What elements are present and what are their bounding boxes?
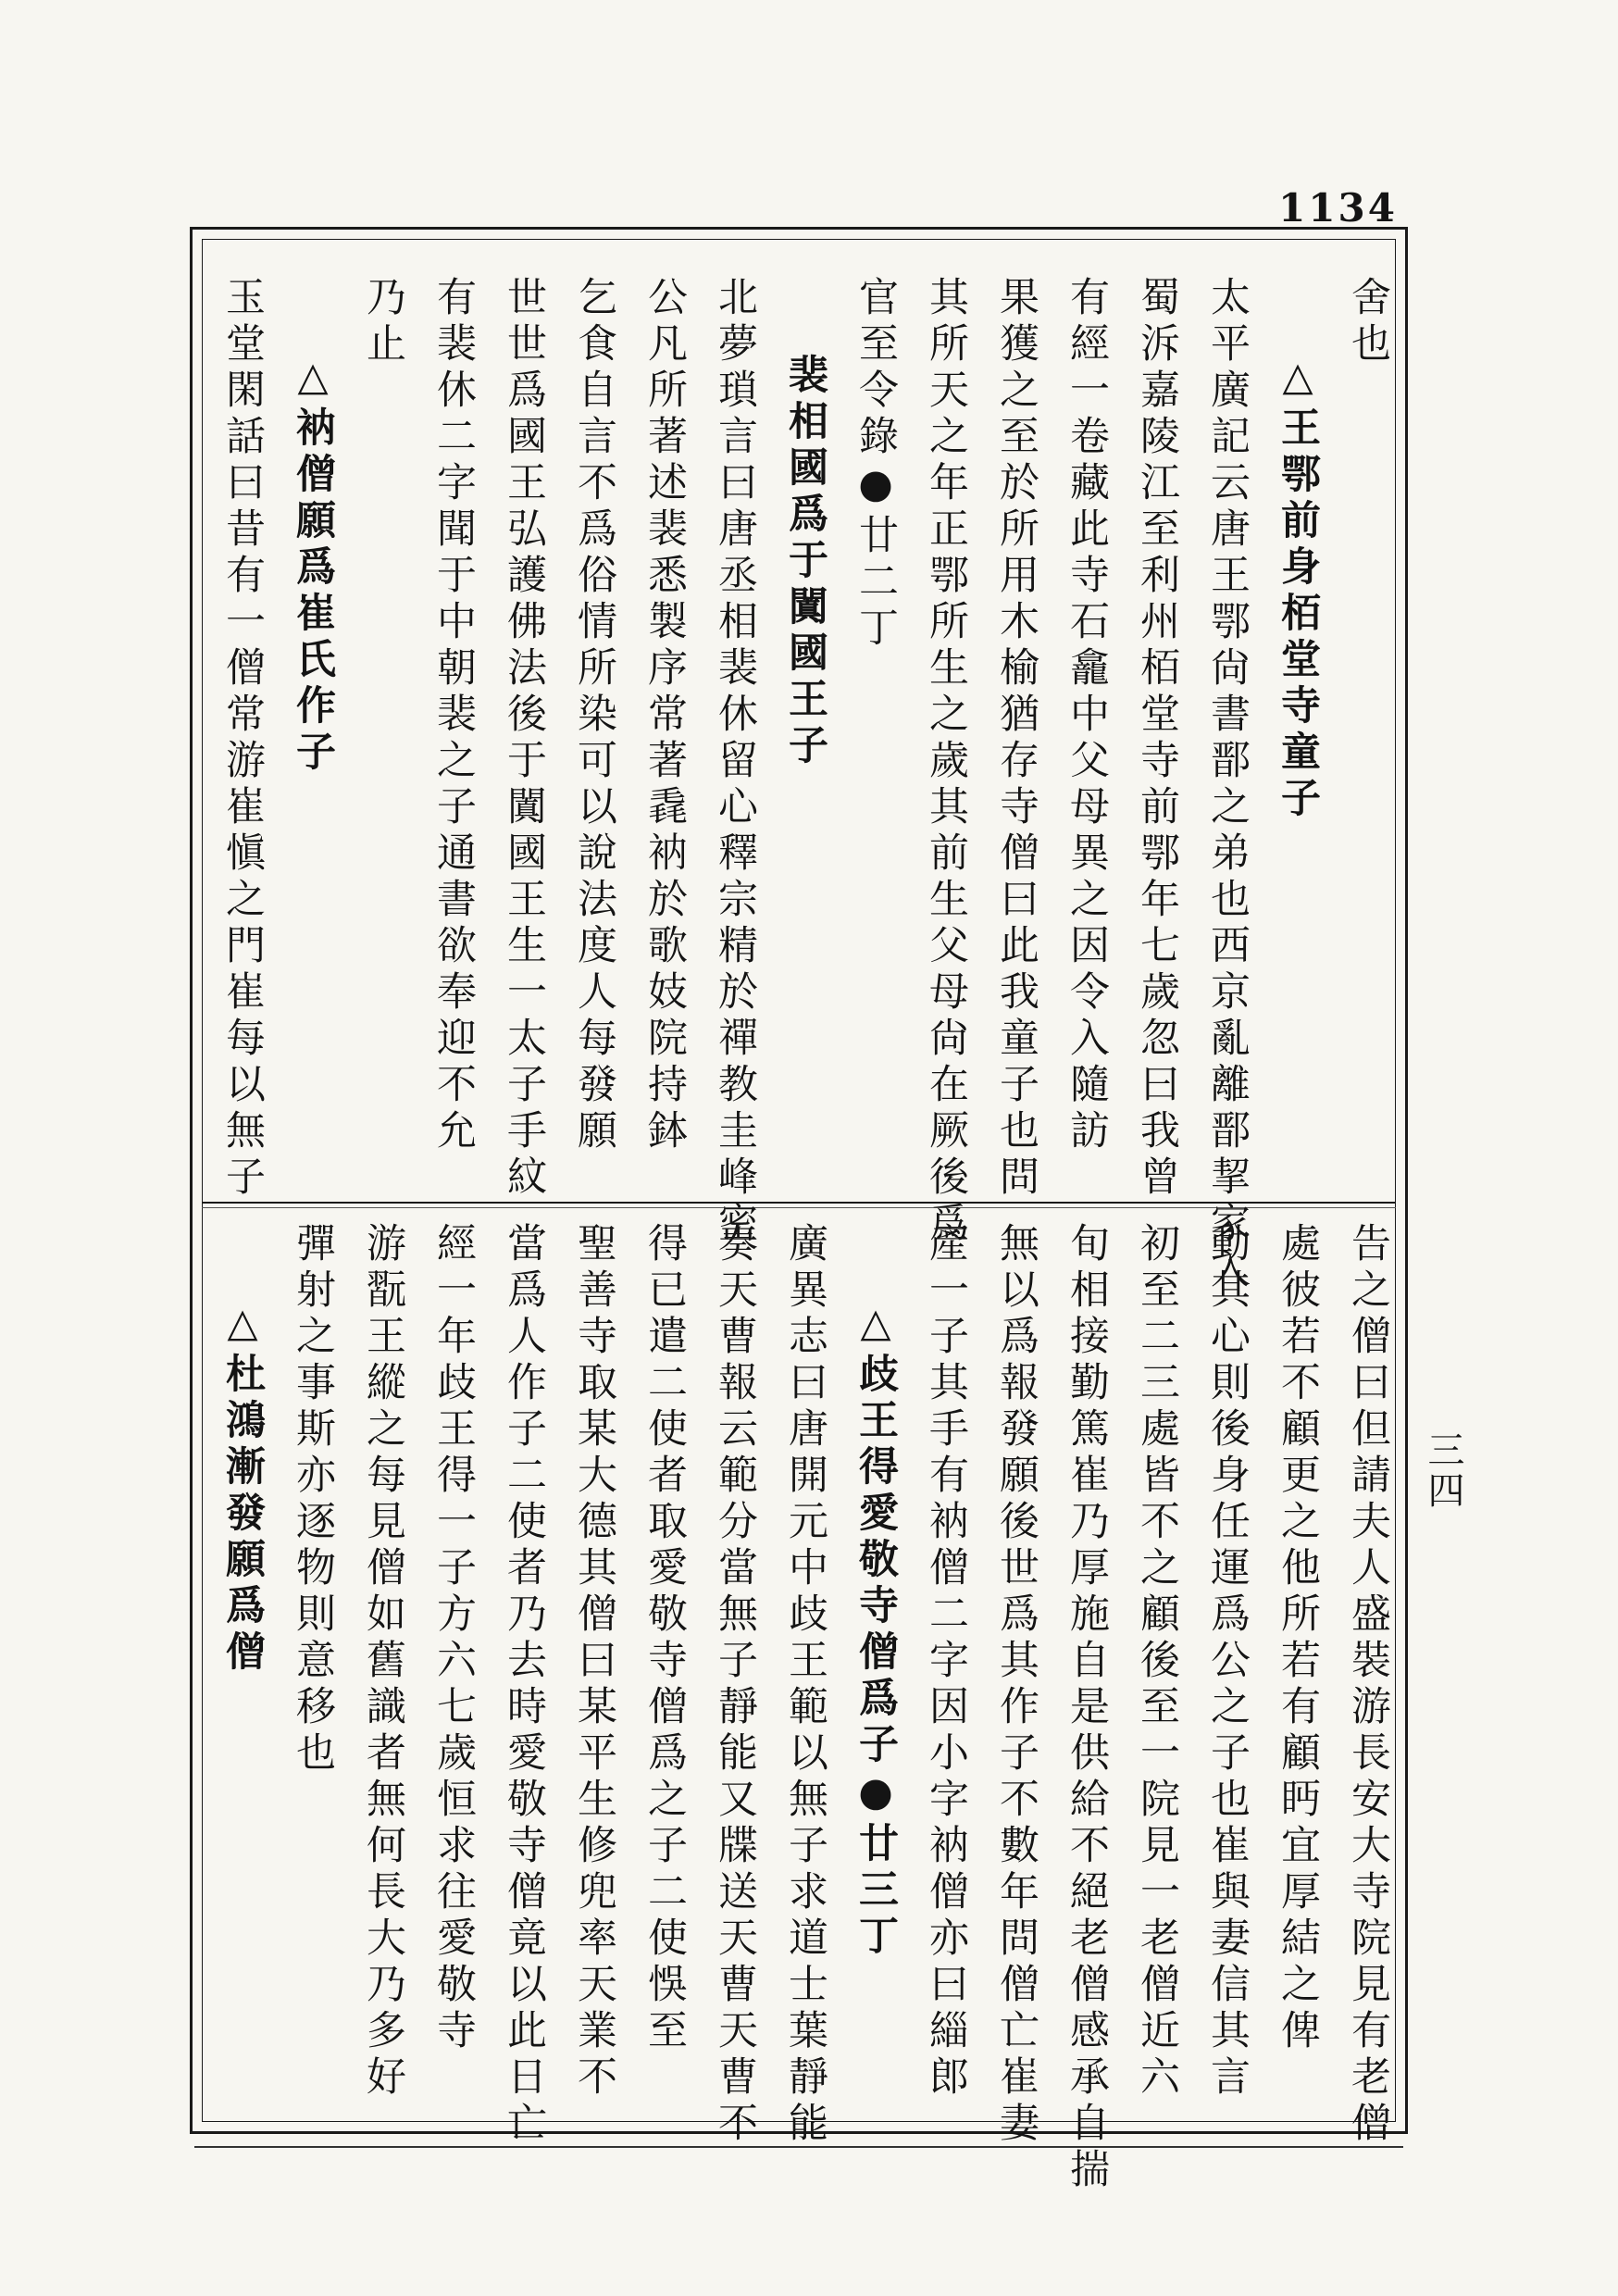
text-column: 有經一卷藏此寺石龕中父母異之因令入隨訪 xyxy=(1064,276,1110,1155)
page-number: 1134 xyxy=(1278,185,1398,231)
lower-text-block xyxy=(207,1222,1403,2194)
section-heading: 裴相國爲于闐國王子 xyxy=(782,354,828,770)
text-column: 乃止 xyxy=(360,276,406,368)
text-column: 廣異志曰唐開元中歧王範以無子求道士葉靜能 xyxy=(782,1222,828,2148)
section-heading: △衲僧願爲崔氏作子 xyxy=(290,354,336,777)
text-column: 聖善寺取某大德其僧曰某平生修兜率天業不 xyxy=(571,1222,617,2102)
upper-text-block xyxy=(207,276,1403,1294)
text-column: 世世爲國王弘護佛法後于闐國王生一太子手紋 xyxy=(501,276,547,1202)
text-column: 其所天之年正鄂所生之歲其前生父母尙在厥後爲 xyxy=(923,276,969,1248)
text-column: 處彼若不顧更之他所若有顧眄宜厚結之俾 xyxy=(1275,1222,1321,2055)
text-column: 公凡所著述裴悉製序常著毳衲於歌妓院持鉢 xyxy=(641,276,688,1155)
text-column: 動其心則後身任運爲公之子也崔與妻信其言 xyxy=(1204,1222,1251,2102)
text-column: 奏天曹報云範分當無子靜能又牒送天曹天曹不 xyxy=(712,1222,758,2148)
section-heading: △杜鴻漸發願爲僧 xyxy=(219,1300,266,1677)
text-column: 北夢瑣言曰唐丞相裴休留心釋宗精於禪教圭峰密 xyxy=(712,276,758,1248)
text-column: 初至二三處皆不之顧後至一院見一老僧近六 xyxy=(1134,1222,1180,2102)
text-column: 彈射之事斯亦逐物則意移也 xyxy=(290,1222,336,1778)
text-column: 蜀泝嘉陵江至利州栢堂寺前鄂年七歲忽曰我曾 xyxy=(1134,276,1180,1202)
text-column: 有裴休二字聞于中朝裴之子通書欲奉迎不允 xyxy=(430,276,477,1155)
text-column: 游翫王縱之每見僧如舊識者無何長大乃多好 xyxy=(360,1222,406,2102)
text-column: 太平廣記云唐王鄂尙書鄑之弟也西京亂離鄑挈家入 xyxy=(1204,276,1251,1294)
text-column: 當爲人作子二使者乃去時愛敬寺僧竟以此日亡 xyxy=(501,1222,547,2148)
text-column: 產一子其手有衲僧二字因小字衲僧亦曰緇郎 xyxy=(923,1222,969,2102)
text-column: 無以爲報發願後世爲其作子不數年問僧亡崔妻 xyxy=(993,1222,1039,2148)
text-column: 告之僧曰但請夫人盛裝游長安大寺院見有老僧 xyxy=(1345,1222,1391,2148)
text-column: 得已遣二使者取愛敬寺僧爲之子二使悞至 xyxy=(641,1222,688,2055)
section-heading: △歧王得愛敬寺僧爲子●廿三丁 xyxy=(853,1300,899,1961)
text-column: 舍也 xyxy=(1345,276,1391,368)
section-heading: △王鄂前身栢堂寺童子 xyxy=(1275,354,1321,823)
text-column: 乞食自言不爲俗情所染可以說法度人每發願 xyxy=(571,276,617,1155)
text-column: 旬相接勤篤崔乃厚施自是供給不絕老僧感承自揣 xyxy=(1064,1222,1110,2194)
text-column: 經一年歧王得一子方六七歲恒求往愛敬寺 xyxy=(430,1222,477,2055)
side-page-number: 三四 xyxy=(1422,1430,1464,1512)
text-column: 官至令錄●廿二丁 xyxy=(853,276,899,653)
text-column: 玉堂閑話曰昔有一僧常游崔愼之門崔每以無子 xyxy=(219,276,266,1202)
text-column: 果獲之至於所用木榆猶存寺僧曰此我童子也問 xyxy=(993,276,1039,1202)
